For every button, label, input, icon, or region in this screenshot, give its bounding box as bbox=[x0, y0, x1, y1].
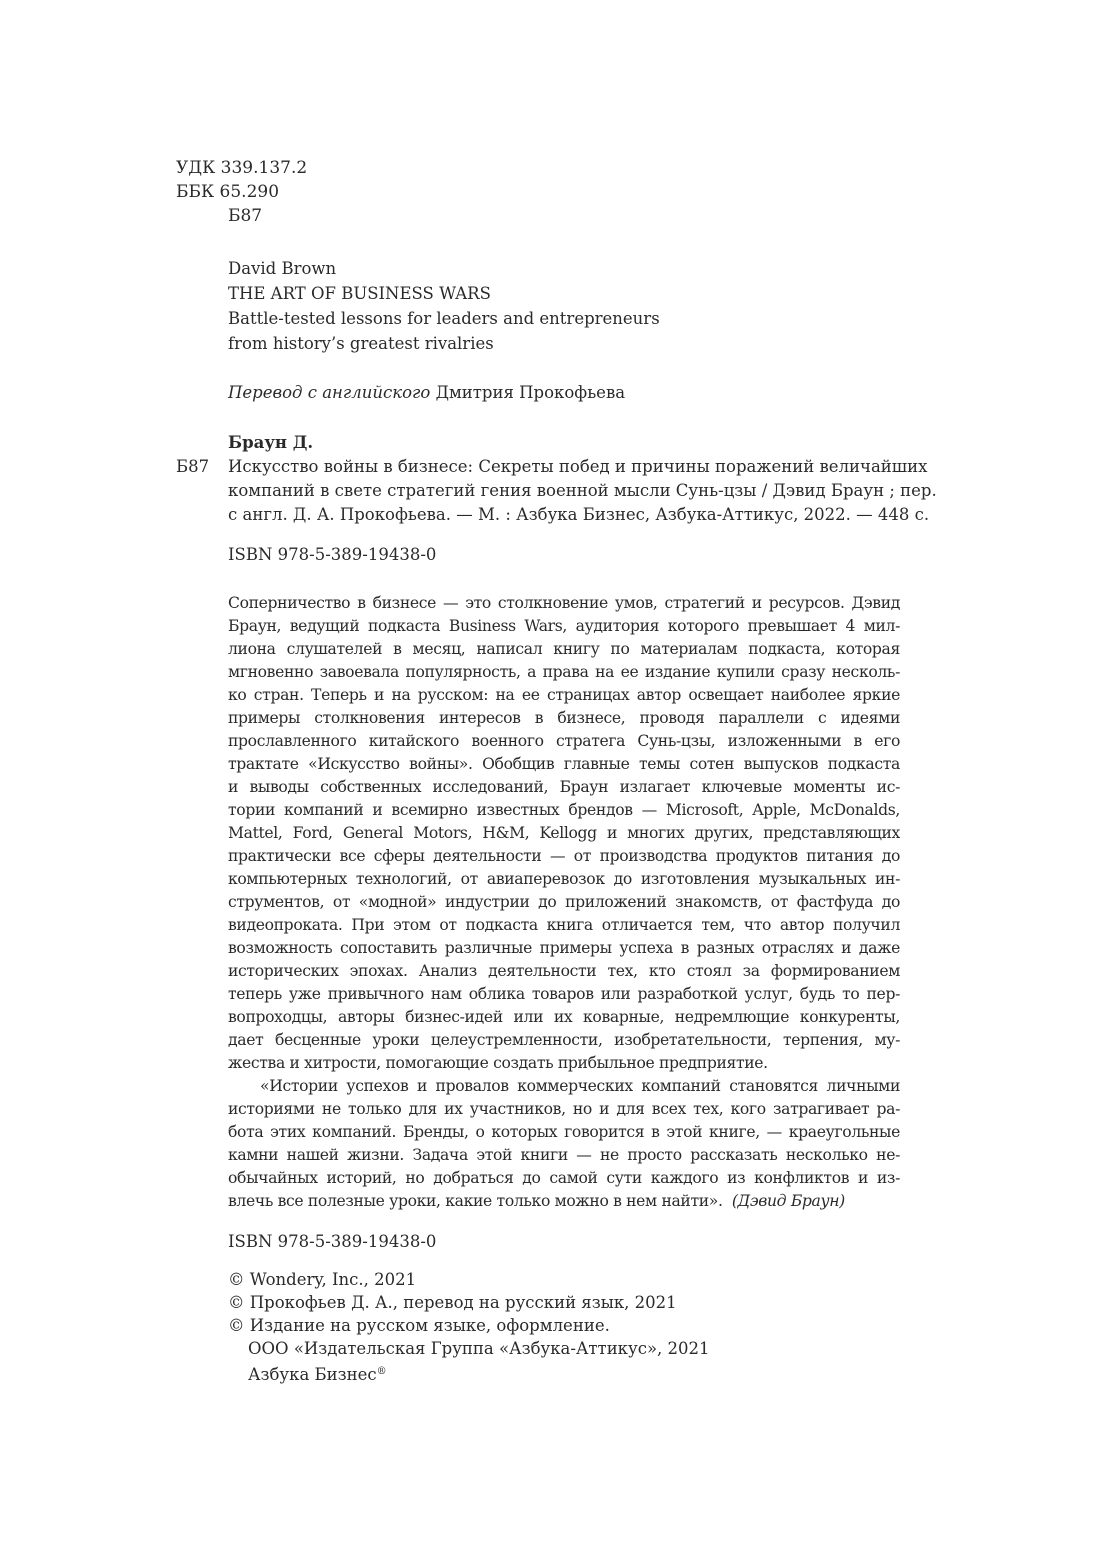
annotation-line: компьютерных технологий, от авиаперевозок до изготовления музыкальных ин- bbox=[228, 870, 900, 888]
annotation-line: Браун, ведущий подкаста Business Wars, аудитория которого превышает 4 мил- bbox=[228, 617, 900, 635]
translation-credit bbox=[228, 381, 625, 405]
annotation-line: трактате «Искусство войны». Обобщив главные темы сотен выпусков подкаста bbox=[228, 755, 900, 773]
imprint-name: Азбука Бизнес bbox=[248, 1365, 377, 1384]
original-title: THE ART OF BUSINESS WARS bbox=[228, 284, 491, 303]
annotation-line: лиона слушателей в месяц, написал книгу по материалам подкаста, которая bbox=[228, 640, 900, 658]
annotation-line: мгновенно завоевала популярность, а права на ее издание купили сразу несколь- bbox=[228, 663, 900, 681]
annotation-line: и выводы собственных исследований, Браун излагает ключевые моменты ис- bbox=[228, 778, 900, 796]
annotation-line: Соперничество в бизнесе — это столкновение умов, стратегий и ресурсов. Дэвид bbox=[228, 594, 900, 612]
annotation-line: камни нашей жизни. Задача этой книги — не просто рассказать несколько не- bbox=[228, 1146, 900, 1164]
bibliographic-record bbox=[176, 431, 937, 527]
translation-label: Перевод с английского bbox=[228, 383, 431, 402]
annotation-line: бота этих компаний. Бренды, о которых говорится в этой книге, — краеугольные bbox=[228, 1123, 900, 1141]
annotation-line: ко стран. Теперь и на русском: на ее страницах автор освещает наиболее яркие bbox=[228, 686, 900, 704]
annotation-line: Mattel, Ford, General Motors, H&M, Kellogg и многих других, представляющих bbox=[228, 824, 900, 842]
annotation-line: видеопроката. При этом от подкаста книга отличается тем, что автор получил bbox=[228, 916, 900, 934]
annotation-line: «Истории успехов и провалов коммерческих компаний становятся личными bbox=[260, 1077, 900, 1095]
annotation-line bbox=[228, 1190, 900, 1213]
isbn-imprint: ISBN 978-5-389-19438-0 bbox=[228, 1232, 437, 1251]
annotation-line: обычайных историй, но добраться до самой сути каждого из конфликтов и из- bbox=[228, 1169, 900, 1187]
annotation-line: исторических эпохах. Анализ деятельности тех, кто стоял за формированием bbox=[228, 962, 900, 980]
description-line: компаний в свете стратегий гения военной мысли Сунь-цзы / Дэвид Браун ; пер. bbox=[228, 481, 937, 500]
author-mark: Б87 bbox=[228, 206, 263, 226]
isbn-record: ISBN 978-5-389-19438-0 bbox=[228, 545, 437, 564]
annotation-line: возможность сопоставить различные примеры успеха в разных отраслях и даже bbox=[228, 939, 900, 957]
annotation-paragraph-1 bbox=[228, 592, 900, 1075]
original-subtitle-line: from history’s greatest rivalries bbox=[228, 334, 494, 353]
annotation-line: историями не только для их участников, но и для всех тех, кого затрагивает ра- bbox=[228, 1100, 900, 1118]
record-description bbox=[228, 455, 937, 527]
copyright-line: © Прокофьев Д. А., перевод на русский язык, 2021 bbox=[228, 1293, 677, 1312]
copyright-line: © Издание на русском языке, оформление. bbox=[228, 1316, 610, 1335]
description-line: с англ. Д. А. Прокофьева. — М. : Азбука Бизнес, Азбука-Аттикус, 2022. — 448 с. bbox=[228, 505, 930, 524]
annotation-paragraph-2 bbox=[228, 1075, 900, 1213]
annotation-line: жества и хитрости, помогающие создать прибыльное предприятие. bbox=[228, 1054, 768, 1072]
annotation-line: струментов, от «модной» индустрии до приложений знакомств, от фастфуда до bbox=[228, 893, 900, 911]
registered-mark: ® bbox=[376, 1366, 387, 1377]
annotation-line: тории компаний и всемирно известных брендов — Microsoft, Apple, McDonalds, bbox=[228, 801, 900, 819]
classification-codes bbox=[176, 156, 307, 228]
bbk-code: ББК 65.290 bbox=[176, 182, 280, 202]
annotation-line: вопроходцы, авторы бизнес-идей или их коварные, недремлющие конкуренты, bbox=[228, 1008, 900, 1026]
annotation-line-text: влечь все полезные уроки, какие только можно в нем найти». bbox=[228, 1192, 732, 1210]
udk-code: УДК 339.137.2 bbox=[176, 158, 308, 178]
description-line: Искусство войны в бизнесе: Секреты побед и причины поражений величайших bbox=[228, 457, 928, 476]
original-subtitle-line: Battle-tested lessons for leaders and entrepreneurs bbox=[228, 309, 660, 328]
original-author: David Brown bbox=[228, 259, 337, 278]
quote-attribution: (Дэвид Браун) bbox=[731, 1192, 845, 1210]
annotation-line: дает бесценные уроки целеустремленности, изобретательности, терпения, му- bbox=[228, 1031, 900, 1049]
record-code: Б87 bbox=[176, 457, 210, 476]
annotation bbox=[228, 592, 900, 1213]
annotation-line: теперь уже привычного нам облика товаров или разработкой услуг, будь то пер- bbox=[228, 985, 900, 1003]
original-edition bbox=[228, 256, 660, 356]
copyright-line: © Wondery, Inc., 2021 bbox=[228, 1270, 417, 1289]
annotation-line: прославленного китайского военного стратега Сунь-цзы, изложенными в его bbox=[228, 732, 900, 750]
publisher-line: ООО «Издательская Группа «Азбука-Аттикус», 2021 bbox=[248, 1339, 710, 1358]
annotation-line: примеры столкновения интересов в бизнесе, проводя параллели с идеями bbox=[228, 709, 900, 727]
translator-name: Дмитрия Прокофьева bbox=[435, 383, 626, 402]
annotation-line: практически все сферы деятельности — от производства продуктов питания до bbox=[228, 847, 900, 865]
copyright-block bbox=[228, 1268, 710, 1386]
author-heading: Браун Д. bbox=[228, 433, 314, 452]
imprint-name-line bbox=[228, 1360, 710, 1386]
